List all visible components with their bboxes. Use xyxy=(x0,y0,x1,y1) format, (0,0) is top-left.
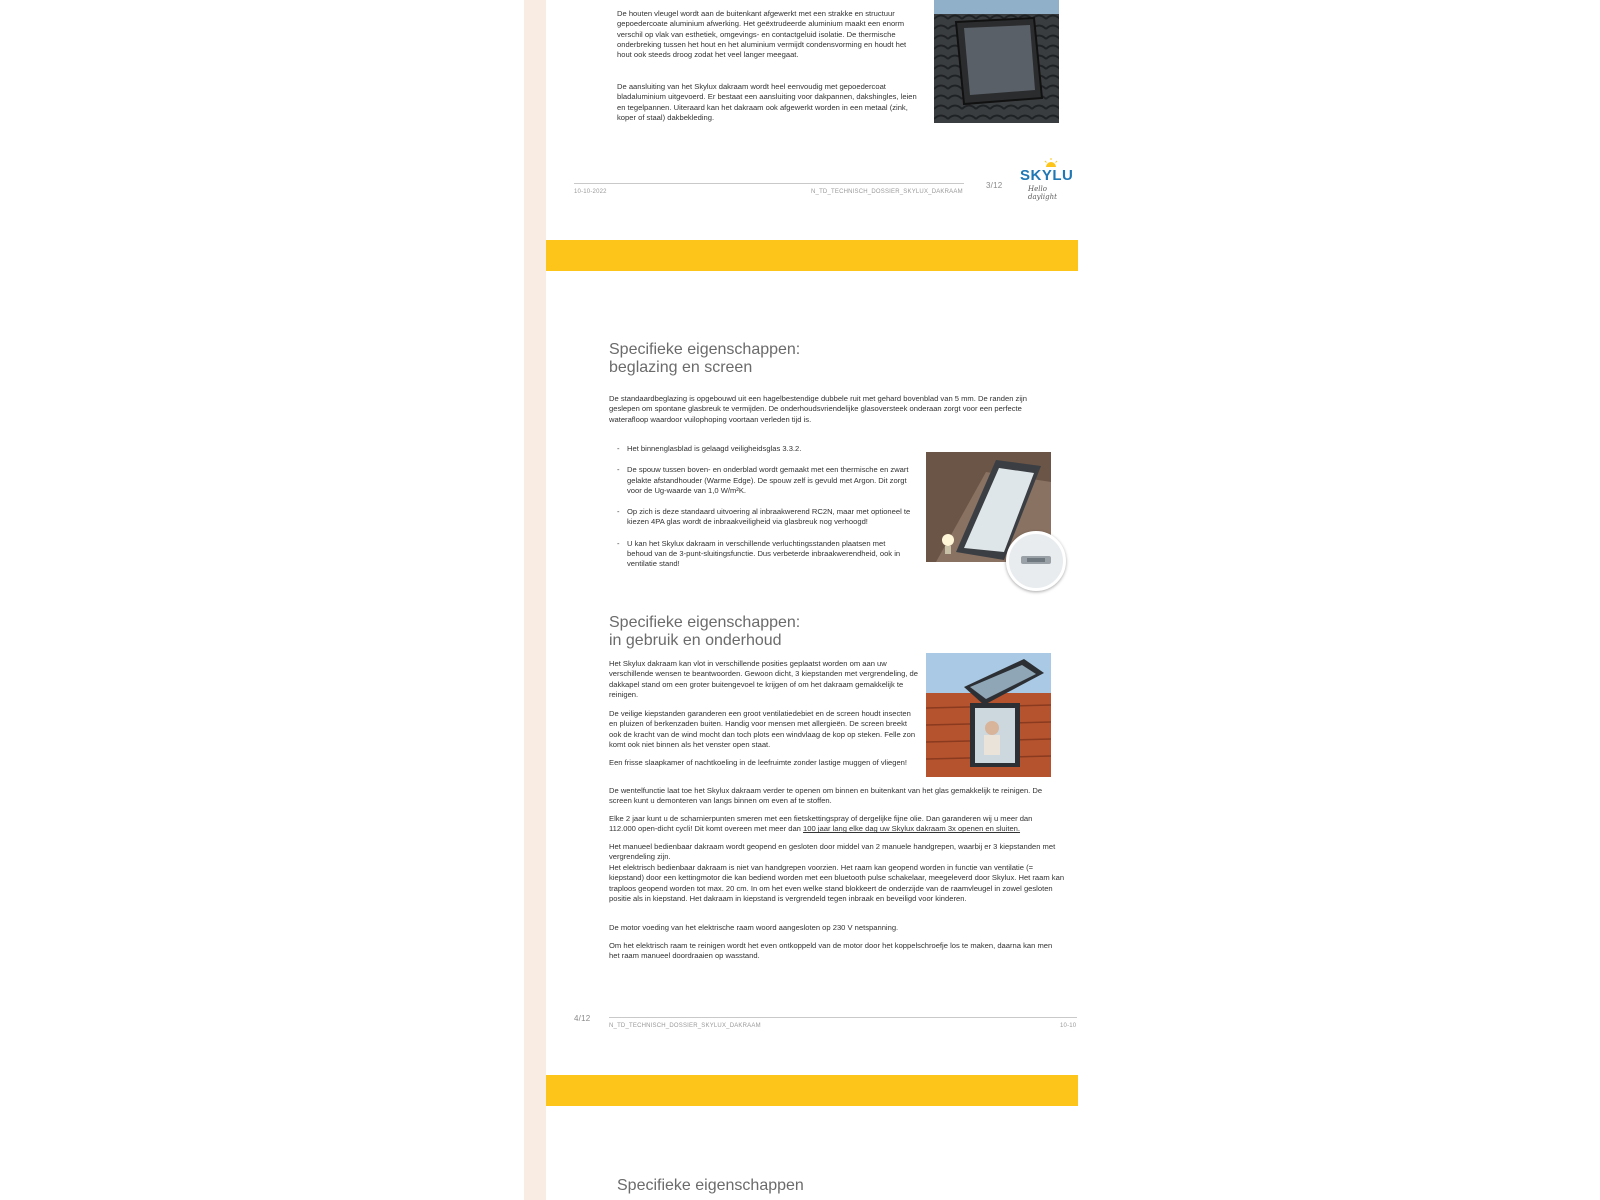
skylux-logo xyxy=(1018,158,1078,201)
use-paragraph-3: Een frisse slaapkamer of nachtkoeling in de leefruimte zonder lastige muggen of vliegen! xyxy=(609,758,908,767)
list-item: - U kan het Skylux dakraam in verschillende verluchtingsstanden plaatsen met behoud van de 3-punt-sluitingsfunctie. Dus verbeterde inbraakwerendheid, ook in ventilatie stand! xyxy=(617,539,911,570)
page3-paragraph-1: De houten vleugel wordt aan de buitenkant afgewerkt met een strakke en structuur gepoedercoate aluminium afwerking. Het geëxtrudeerde aluminium maakt een enorm verschil op vlak van esthetiek, omgevings- en contactgeluid isolatie. De thermische onderbreking tussen het hout en het aluminium vermijdt condensvorming en houdt het hout ook steeds droog zodat het veel langer meegaat. xyxy=(617,9,907,60)
use-paragraph-5-text: Elke 2 jaar kunt u de scharnierpunten smeren met een fietskettingspray of dergelijke fijne olie. Dan garanderen wij u meer dan 112.000 open-dicht cycli! Dit komt overeen met meer dan xyxy=(609,814,1033,834)
logo-tagline: Hello daylight xyxy=(1028,185,1057,201)
handle-detail-inset xyxy=(1006,531,1066,591)
use-paragraph-9: Om het elektrisch raam te reinigen wordt het even ontkoppeld van de motor door het koppelschroefje los te maken, daarna kan men het raam manueel doordraaien op wasstand. xyxy=(609,941,1053,961)
use-paragraph-2: De veilige kiepstanden garanderen een groot ventilatiedebiet en de screen houdt insecten en pluizen of berkenzaden buiten. Handig voor mensen met allergieën. De screen breekt ook de kracht van de wind mocht dan toch plots een windvlaag de kop op steken. Felle zon komt ook niet binnen als het venster open staat. xyxy=(609,709,916,749)
logo-wordmark: SKYLU xyxy=(1020,167,1074,184)
document-page-3 xyxy=(546,0,1078,219)
roof-window-tiles-photo xyxy=(934,0,1059,123)
list-item: - De spouw tussen boven- en onderblad wordt gemaakt met een thermische en zwart gelakte afstandhouder (Warme Edge). De spouw zelf is gevuld met Argon. Dit zorgt voor de Ug-waarde van 1,0 W/m²K. xyxy=(617,465,911,496)
page4-footer-rule xyxy=(609,1017,1077,1018)
page4-footer-date: 10-10 xyxy=(1060,1023,1077,1029)
use-paragraph-4: De wentelfunctie laat toe het Skylux dakraam verder te openen om binnen en buitenkant van het glas gemakkelijk te reinigen. De screen kunt u demonteren van langs binnen om even af te stoffen. xyxy=(609,786,1043,806)
use-paragraph-7: Het elektrisch bedienbaar dakraam is niet van handgrepen voorzien. Het raam kan geopend worden in functie van ventilatie (= kiepstand) door een kettingmotor die kan bediend worden met een bluetooth pulse schakelaar, meegeleverd door Skylux. Het raam kan traploos geopend worden tot max. 20 cm. In om het even welke stand blokkeert de onderzijde van de raamvleugel in zowel gesloten positie als in kiepstand. Het dakraam in kiepstand is vergrendeld tegen inbraak en beveiligd voor kinderen. xyxy=(609,863,1065,903)
viewer-side-strip xyxy=(524,0,546,1200)
heading-gebruik-line2: in gebruik en onderhoud xyxy=(609,632,782,649)
page3-paragraph-2: De aansluiting van het Skylux dakraam wordt heel eenvoudig met gepoedercoat bladaluminium uitgevoerd. Er bestaat een aansluiting voor dakpannen, dakshingles, leien en tegelpannen. Uiteraard kan het dakraam ook afgewerkt worden in een metaal (zink, koper of staal) dakbekleding. xyxy=(617,82,917,122)
use-paragraph-5 xyxy=(609,814,1059,835)
page3-footer-rule xyxy=(574,183,964,184)
beglazing-intro: De standaardbeglazing is opgebouwd uit een hagelbestendige dubbele ruit met gehard bovenblad van 5 mm. De randen zijn geslepen om spontane glasbreuk te vermijden. De onderhoudsvriendelijke glasoversteek onderaan zorgt voor een perfecte waterafloop waardoor vuilophoping voortaan verleden tijd is. xyxy=(609,394,1027,424)
use-paragraph-5-underlined: 100 jaar lang elke dag uw Skylux dakraam 3x openen en sluiten. xyxy=(803,824,1021,834)
document-page-5 xyxy=(546,1106,1078,1200)
heading-beglazing-line1: Specifieke eigenschappen: xyxy=(609,341,801,358)
page3-footer-doc-id: N_TD_TECHNISCH_DOSSIER_SKYLUX_DAKRAAM xyxy=(811,189,963,195)
open-roof-window-exterior-photo xyxy=(926,653,1051,777)
page4-footer-doc-id: N_TD_TECHNISCH_DOSSIER_SKYLUX_DAKRAAM xyxy=(609,1023,761,1029)
heading-gebruik-onderhoud xyxy=(609,614,800,650)
use-paragraph-6: Het manueel bedienbaar dakraam wordt geopend en gesloten door middel van 2 manuele handgrepen, waarbij er 3 kiepstanden met vergrendeling zijn. xyxy=(609,842,1056,862)
heading-beglazing-line2: beglazing en screen xyxy=(609,359,753,376)
heading-beglazing xyxy=(609,341,800,377)
page5-header-band xyxy=(546,1075,1078,1106)
list-item: - Op zich is deze standaard uitvoering al inbraakwerend RC2N, maar met optioneel te kiezen 4PA glas wordt de inbraakveiligheid via glasbreuk nog verhoogd! xyxy=(617,507,911,528)
list-item: - Het binnenglasblad is gelaagd veiligheidsglas 3.3.2. xyxy=(617,444,911,454)
page5-heading: Specifieke eigenschappen xyxy=(617,1177,804,1194)
page3-page-number: 3/12 xyxy=(986,181,1003,190)
heading-gebruik-line1: Specifieke eigenschappen: xyxy=(609,614,801,631)
use-paragraph-8: De motor voeding van het elektrische raam woord aangesloten op 230 V netspanning. xyxy=(609,923,899,932)
use-paragraph-1: Het Skylux dakraam kan vlot in verschillende posities geplaatst worden om aan uw verschillende wensen te beantwoorden. Gewoon dicht, 3 kiepstanden met vergrendeling, de dakkapel stand om een groter buitengevoel te krijgen of om het dakraam gemakkelijk te reinigen. xyxy=(609,659,919,699)
page3-footer-date: 10-10-2022 xyxy=(574,189,607,195)
beglazing-bullet-list xyxy=(617,444,911,581)
page4-header-band xyxy=(546,240,1078,271)
document-page-4 xyxy=(546,271,1078,1053)
page4-page-number: 4/12 xyxy=(574,1014,591,1023)
